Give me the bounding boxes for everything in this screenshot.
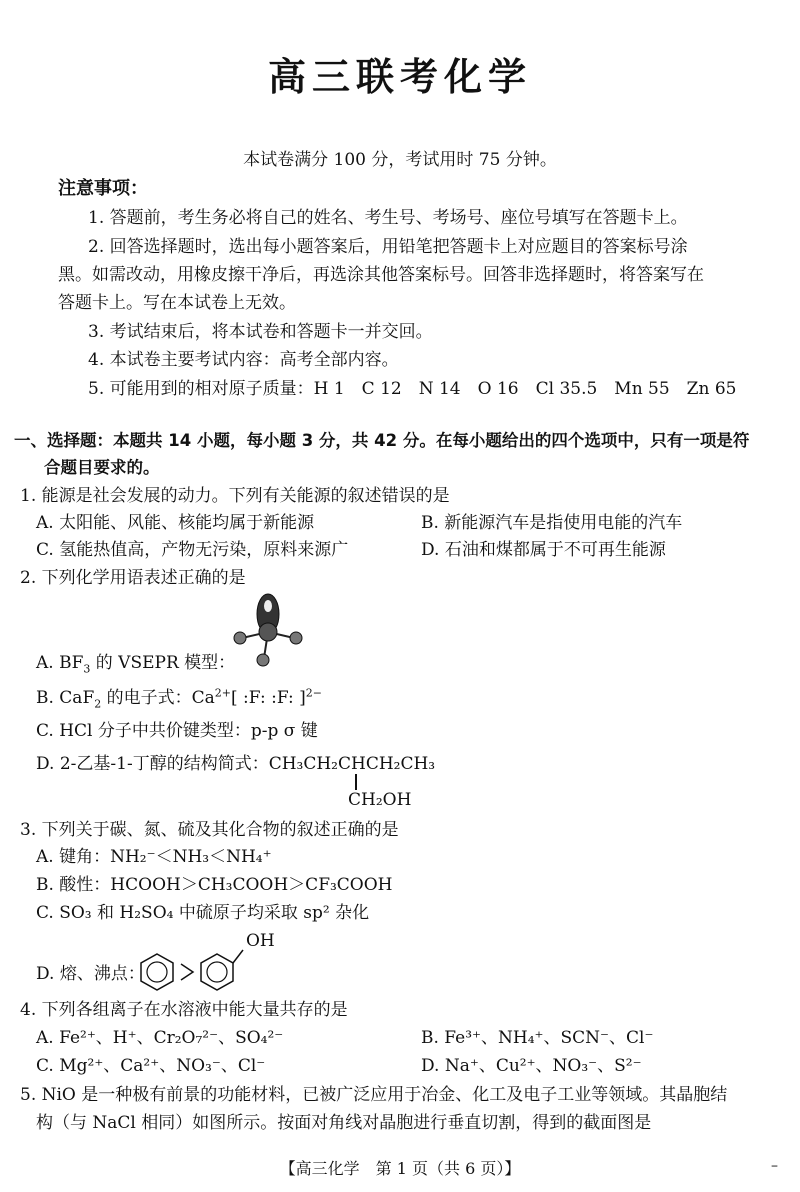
section-heading-line-1: 一、选择题：本题共 14 小题，每小题 3 分，共 42 分。在每小题给出的四个选项中，只有一项是符 [14,431,750,450]
q3-option-b: B. 酸性：HCOOH＞CH₃COOH＞CF₃COOH [36,875,393,895]
q5-line-1: 5. NiO 是一种极有前景的功能材料，已被广泛应用于冶金、化工及电子工业等领域。其晶胞结 [20,1085,728,1105]
exam-info: 本试卷满分 100 分，考试用时 75 分钟。 [243,150,557,170]
notice-item-3: 3. 考试结束后，将本试卷和答题卡一并交回。 [88,322,433,342]
notice-heading: 注意事项： [58,178,148,199]
notice-item-2-line-3: 答题卡上。写在本试卷上无效。 [58,293,296,313]
q1-option-d: D. 石油和煤都属于不可再生能源 [421,540,666,560]
q4-stem: 4. 下列各组离子在水溶液中能大量共存的是 [20,1000,348,1020]
q5-line-2: 构（与 NaCl 相同）如图所示。按面对角线对晶胞进行垂直切割，得到的截面图是 [36,1113,652,1133]
footer-mark: – [771,1158,778,1174]
section-heading-line-2: 合题目要求的。 [44,458,160,477]
notice-item-1: 1. 答题前，考生务必将自己的姓名、考生号、考场号、座位号填写在答题卡上。 [88,208,688,228]
q2-option-d: D. 2-乙基-1-丁醇的结构简式：CH₃CH₂CHCH₂CH₃ [36,754,436,774]
notice-item-2-line-2: 黑。如需改动，用橡皮擦干净后，再选涂其他答案标号。回答非选择题时，将答案写在 [58,265,704,285]
q1-stem: 1. 能源是社会发展的动力。下列有关能源的叙述错误的是 [20,486,450,506]
q2-stem: 2. 下列化学用语表述正确的是 [20,568,246,588]
notice-item-5: 5. 可能用到的相对原子质量：H 1 C 12 N 14 O 16 Cl 35.5 Mn 55 Zn 65 [88,379,737,399]
phenol-oh-label: OH [246,931,275,951]
q1-option-a: A. 太阳能、风能、核能均属于新能源 [36,513,315,533]
q3-option-c: C. SO₃ 和 H₂SO₄ 中硫原子均采取 sp² 杂化 [36,903,370,923]
bf3-vsepr-model-figure [228,592,308,670]
q1-option-b: B. 新能源汽车是指使用电能的汽车 [421,513,683,533]
benzene-vs-phenol-figure [135,948,245,994]
q4-option-c: C. Mg²⁺、Ca²⁺、NO₃⁻、Cl⁻ [36,1056,266,1076]
d-structure-main-chain: CH₃CH₂CHCH₂CH₃ [268,754,436,774]
q3-option-d: D. 熔、沸点： [36,964,145,984]
d-structure-branch: CH₂OH [348,790,412,810]
q2-option-c: C. HCl 分子中共价键类型：p-p σ 键 [36,721,318,741]
notice-item-4: 4. 本试卷主要考试内容：高考全部内容。 [88,350,399,370]
page-footer: 【高三化学 第 1 页（共 6 页）】 [279,1159,521,1178]
q2-option-b: B. CaF$_2$ 的电子式：$Ca^{2+}$[ :F: :F: ]$^{2-}$ [36,686,322,711]
q4-option-a: A. Fe²⁺、H⁺、Cr₂O₇²⁻、SO₄²⁻ [36,1028,284,1048]
page-title: 高三联考化学 [267,55,532,99]
q3-stem: 3. 下列关于碳、氮、硫及其化合物的叙述正确的是 [20,820,399,840]
q4-option-b: B. Fe³⁺、NH₄⁺、SCN⁻、Cl⁻ [421,1028,654,1048]
q2-option-a: A. $BF_3$ 的 VSEPR 模型： [36,653,236,676]
q1-option-c: C. 氢能热值高，产物无污染，原料来源广 [36,540,349,560]
notice-item-2-line-1: 2. 回答选择题时，选出每小题答案后，用铅笔把答题卡上对应题目的答案标号涂 [88,237,688,257]
q3-option-a: A. 键角：NH₂⁻＜NH₃＜NH₄⁺ [36,847,272,867]
q4-option-d: D. Na⁺、Cu²⁺、NO₃⁻、S²⁻ [421,1056,642,1076]
